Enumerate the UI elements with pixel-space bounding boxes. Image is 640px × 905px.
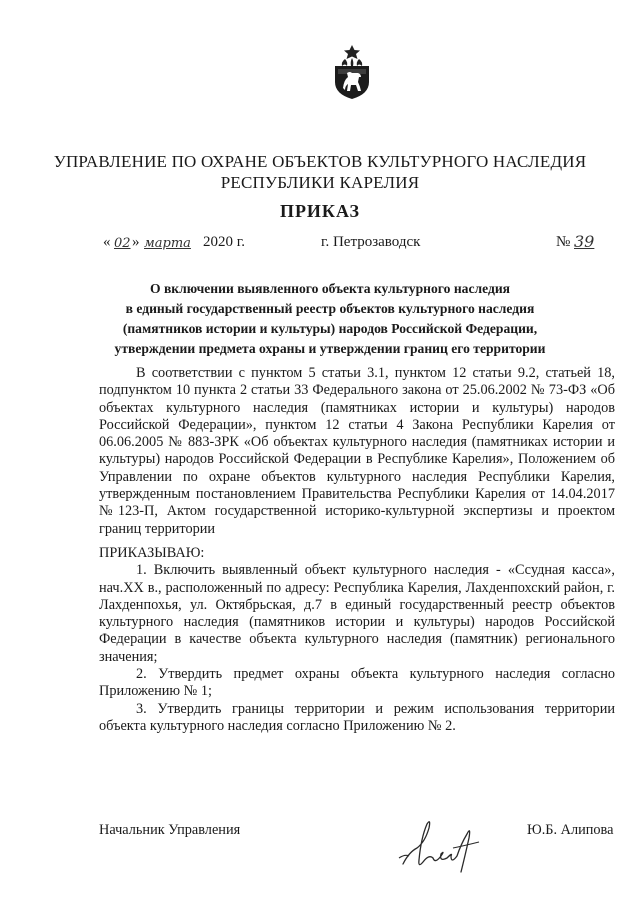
handwritten-day: 02 (114, 236, 131, 251)
title-line-2: в единый государственный реестр объектов культурного наследия (125, 301, 535, 316)
document-type-heading: ПРИКАЗ (279, 201, 361, 221)
order-word: ПРИКАЗЫВАЮ: (99, 545, 205, 561)
preamble-text: В соответствии с пунктом 5 статьи 3.1, пунктом 12 статьи 9.2, статьей 18, подпунктом 10 пункта 2 статьи 33 Федерального закона от 25.06.2002 № 73-ФЗ «Об объектах культурного наследия (памятниках истории и культуры) народов Российской Федерации», пунктом 12 статьи 4 Закона Республики Карелия от 06.06.2005 № 883-ЗРК «Об объектах культурного наследия (памятниках истории и культуры) народов Российской Федерации в Республике Карелия», Положением об Управлении по охране объектов культурного наследия Республики Карелия, утвержденным постановлением Правительства Республики Карелия от 14.04.2017 №123-П, Актом государственной историко-культурной экспертизы и проектом границ территории (99, 365, 615, 537)
preamble-paragraph (99, 365, 615, 538)
organization-name-line-1: УПРАВЛЕНИЕ ПО ОХРАНЕ ОБЪЕКТОВ КУЛЬТУРНОГО НАСЛЕДИЯ (53, 152, 587, 171)
document-year: 2020 г. (203, 234, 245, 250)
organization-name-line-2: РЕСПУБЛИКИ КАРЕЛИЯ (220, 173, 420, 192)
date-close-quote: » (132, 234, 140, 250)
karelia-coat-of-arms-emblem (331, 44, 373, 100)
order-item-2: 2. Утвердить предмет охраны объекта культурного наследия согласно Приложению № 1; (99, 666, 615, 700)
date-open-quote: « (103, 234, 111, 250)
title-line-1: О включении выявленного объекта культурного наследия (149, 281, 511, 296)
document-number-label: № (556, 234, 571, 250)
document-title (60, 279, 600, 359)
document-city: г. Петрозаводск (321, 234, 421, 250)
signatory-position: Начальник Управления (99, 822, 241, 838)
order-section (99, 545, 615, 735)
title-line-3: (памятников истории и культуры) народов Российской Федерации, (122, 321, 538, 336)
order-item-3: 3. Утвердить границы территории и режим использования территории объекта культурного наследия согласно Приложению № 2. (99, 700, 615, 734)
handwritten-month: марта (144, 236, 191, 251)
handwritten-signature (395, 808, 495, 880)
handwritten-document-number: 39 (574, 232, 595, 251)
signatory-name: Ю.Б. Алипова (527, 822, 614, 838)
order-item-1: 1. Включить выявленный объект культурного наследия - «Ссудная касса», нач.XX в., расположенный по адресу: Республика Карелия, Лахденпохский район, г. Лахденпохья, ул. Октябрьская, д.7 в единый государственный реестр объектов культурного наследия (памятников истории и культуры) народов Российской Федерации в качестве объекта культурного наследия (памятник) регионального значения; (99, 562, 615, 665)
title-line-4: утверждении предмета охраны и утверждении границ его территории (114, 341, 546, 356)
